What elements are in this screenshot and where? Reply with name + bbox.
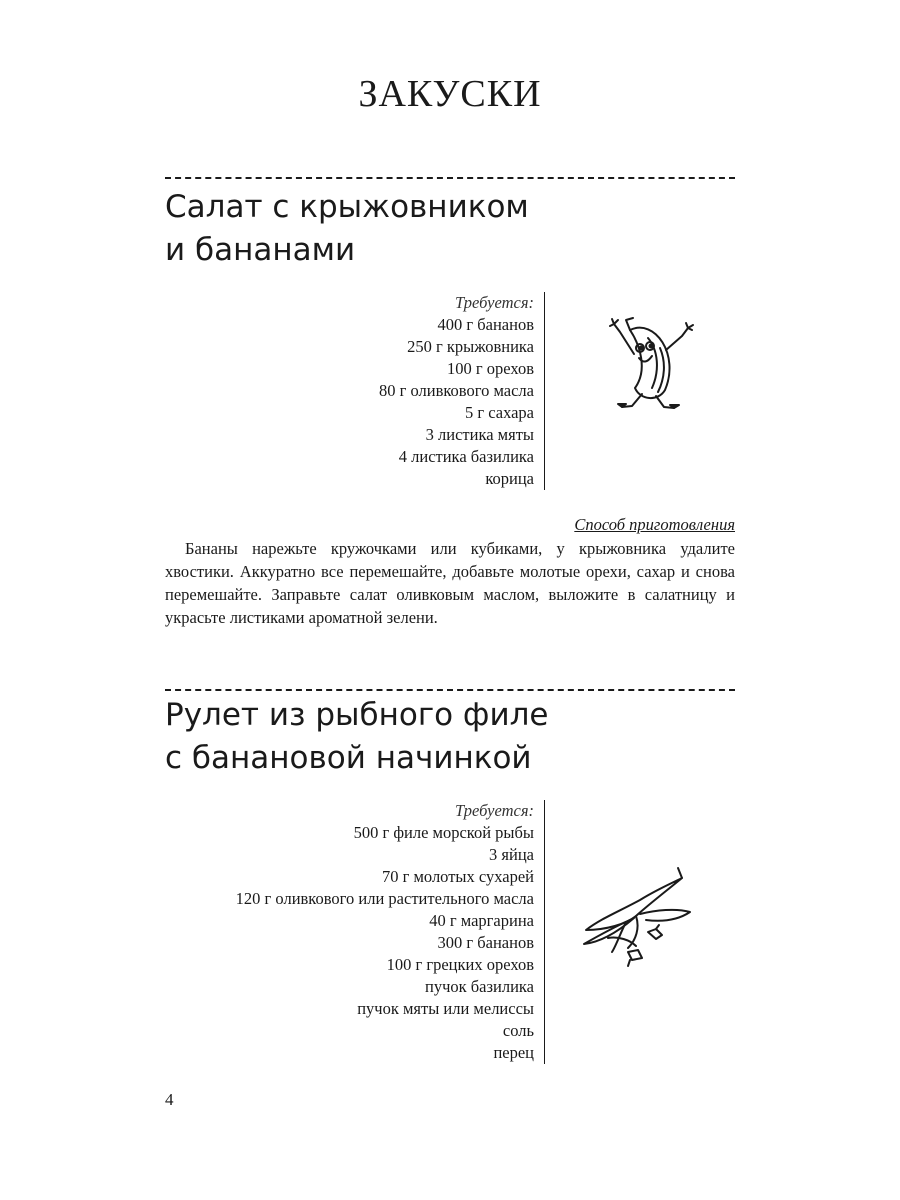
- ingredient-item: 3 листика мяты: [425, 425, 534, 444]
- ingredient-item: пучок мяты или мелиссы: [357, 999, 534, 1018]
- ingredient-item: 400 г бананов: [437, 315, 534, 334]
- ingredient-item: пучок базилика: [425, 977, 534, 996]
- ingredient-item: 80 г оливкового масла: [378, 381, 534, 400]
- ingredients-list: [379, 292, 545, 490]
- ingredient-item: 4 листика базилика: [398, 447, 534, 466]
- ingredient-item: 500 г филе морской рыбы: [353, 823, 534, 842]
- banana-peel-icon: [578, 860, 698, 970]
- ingredients-label: Требуется:: [454, 293, 534, 312]
- ingredient-item: 120 г оливкового или растительного масла: [235, 889, 534, 908]
- ingredient-item: 3 яйца: [489, 845, 534, 864]
- ingredients-label: Требуется:: [454, 801, 534, 820]
- ingredient-item: корица: [485, 469, 534, 488]
- ingredient-item: 100 г грецких орехов: [386, 955, 534, 974]
- chapter-title: ЗАКУСКИ: [358, 73, 542, 115]
- section-divider: [165, 689, 735, 691]
- recipe-title-line: с банановой начинкой: [165, 740, 532, 776]
- recipe-title-line: и бананами: [165, 232, 356, 268]
- method-label: Способ приготовления: [574, 515, 735, 534]
- ingredient-item: перец: [493, 1043, 534, 1062]
- recipe-title: [165, 186, 735, 272]
- section-divider: [165, 177, 735, 179]
- recipe-title-line: Рулет из рыбного филе: [165, 697, 549, 733]
- recipe-title-line: Салат с крыжовником: [165, 189, 529, 225]
- ingredient-item: 300 г бананов: [437, 933, 534, 952]
- ingredient-item: соль: [502, 1021, 534, 1040]
- method-text: Бананы нарежьте кружочками или кубиками, у крыжовника удалите хвостики. Аккуратно все перемешайте, добавьте молотые орехи, сахар и снова перемешайте. Заправьте салат оливковым маслом, выложите в салатницу и украсьте листиками ароматной зелени.: [165, 539, 735, 627]
- ingredient-item: 250 г крыжовника: [407, 337, 534, 356]
- ingredient-item: 70 г молотых сухарей: [381, 867, 534, 886]
- recipe-title: [165, 694, 735, 780]
- ingredient-item: 40 г маргарина: [429, 911, 534, 930]
- ingredient-item: 100 г орехов: [446, 359, 534, 378]
- ingredients-list: [236, 800, 545, 1064]
- dancing-banana-icon: [600, 310, 700, 415]
- page-number: 4: [165, 1090, 174, 1109]
- ingredient-item: 5 г сахара: [464, 403, 534, 422]
